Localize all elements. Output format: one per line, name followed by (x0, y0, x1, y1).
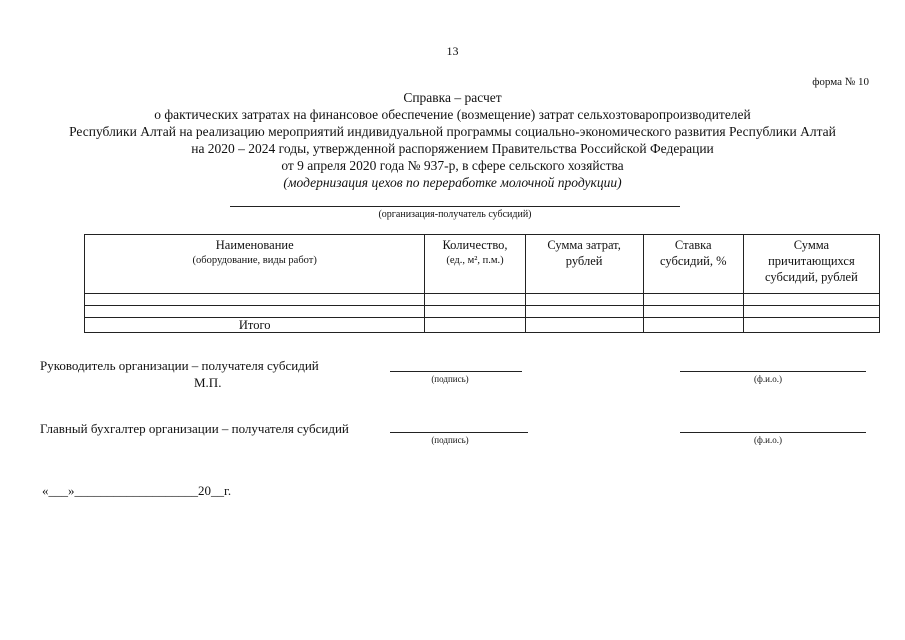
head-signatory-label: Руководитель организации – получателя субсидий (40, 358, 319, 373)
table-cell[interactable] (85, 294, 425, 306)
head-name-line[interactable] (680, 371, 866, 372)
header-cell-cost (525, 235, 643, 294)
header-quantity-title: Количество, (442, 238, 508, 252)
header-line-4: от 9 апреля 2020 года № 937-р, в сфере сельского хозяйства (281, 158, 624, 173)
head-signature-line[interactable] (390, 371, 522, 372)
table-cell[interactable] (525, 306, 643, 318)
table-cell[interactable] (425, 306, 525, 318)
header-name-title: Наименование (215, 238, 294, 252)
table-cell[interactable] (525, 294, 643, 306)
header-line-5: (модернизация цехов по переработке молочной продукции) (283, 175, 622, 190)
form-number: форма № 10 (812, 76, 869, 88)
accountant-signature-caption: (подпись) (431, 435, 469, 445)
header-subsidy-line-3: субсидий, рублей (765, 270, 858, 284)
table-row (85, 294, 880, 306)
header-cell-subsidy (743, 235, 879, 294)
stamp-label: М.П. (194, 375, 222, 390)
organization-caption: (организация-получатель субсидий) (378, 209, 532, 220)
header-subsidy-line-1: Сумма (793, 238, 830, 252)
table-cell[interactable] (425, 294, 525, 306)
page-number: 13 (446, 44, 459, 58)
document-title: Справка – расчет (403, 90, 502, 105)
accountant-signatory-label: Главный бухгалтер организации – получателя субсидий (40, 421, 349, 436)
subsidy-table (84, 234, 880, 333)
date-fill-line[interactable]: «___»___________________20__г. (42, 483, 232, 498)
table-cell[interactable] (525, 318, 643, 333)
head-signature-caption: (подпись) (431, 374, 469, 384)
table-row (85, 306, 880, 318)
table-cell[interactable] (425, 318, 525, 333)
header-rate-line-2: субсидий, % (660, 254, 727, 268)
accountant-name-caption: (ф.и.о.) (754, 435, 782, 445)
header-quantity-subtitle: (ед., м², п.м.) (446, 255, 504, 266)
head-name-caption: (ф.и.о.) (754, 374, 782, 384)
table-cell[interactable] (743, 294, 879, 306)
table-cell[interactable] (85, 306, 425, 318)
table-cell[interactable] (743, 318, 879, 333)
header-cell-quantity (425, 235, 525, 294)
table-cell[interactable] (643, 306, 743, 318)
header-line-1: о фактических затратах на финансовое обеспечение (возмещение) затрат сельхозтоваропроизводителей (154, 107, 751, 122)
organization-fill-line[interactable] (230, 206, 680, 207)
table-cell[interactable] (643, 318, 743, 333)
header-cost-line-1: Сумма затрат, (547, 238, 621, 252)
total-label-cell: Итого (85, 318, 425, 333)
table-cell[interactable] (643, 294, 743, 306)
table-total-row (85, 318, 880, 333)
header-name-subtitle: (оборудование, виды работ) (192, 255, 317, 266)
header-cell-rate (643, 235, 743, 294)
table-cell[interactable] (743, 306, 879, 318)
header-rate-line-1: Ставка (674, 238, 712, 252)
table-header-row (85, 235, 880, 294)
accountant-name-line[interactable] (680, 432, 866, 433)
header-subsidy-line-2: причитающихся (768, 254, 855, 268)
header-line-3: на 2020 – 2024 годы, утвержденной распоряжением Правительства Российской Федерации (191, 141, 714, 156)
header-line-2: Республики Алтай на реализацию мероприятий индивидуальной программы социально-экономического развития Республики Алтай (69, 124, 836, 139)
header-cell-name (85, 235, 425, 294)
header-cost-line-2: рублей (565, 254, 603, 268)
accountant-signature-line[interactable] (390, 432, 528, 433)
